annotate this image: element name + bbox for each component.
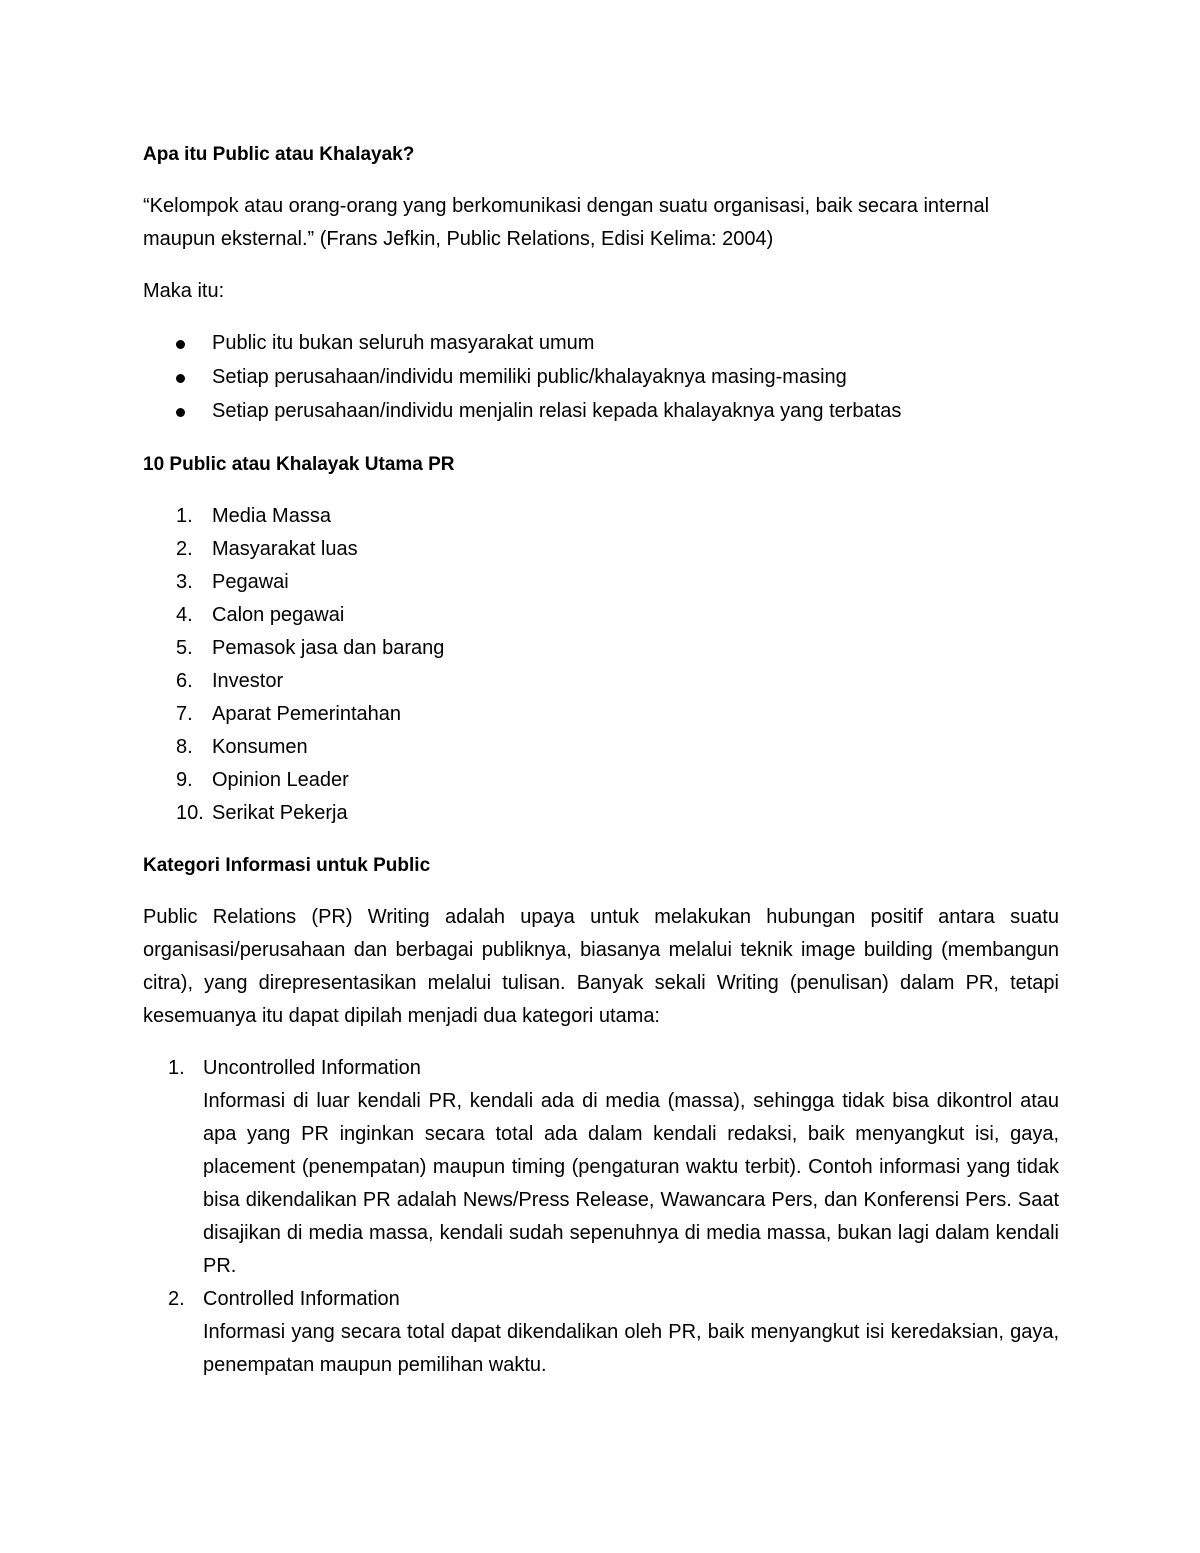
list-item bbox=[143, 533, 1059, 566]
list-item bbox=[143, 500, 1059, 533]
category-item bbox=[143, 1052, 1059, 1283]
bullet-item bbox=[143, 361, 1059, 395]
bullet-dot-icon bbox=[176, 408, 185, 417]
bullet-item bbox=[143, 327, 1059, 361]
list-label: Konsumen bbox=[212, 736, 308, 758]
category-item bbox=[143, 1283, 1059, 1382]
list-item bbox=[143, 698, 1059, 731]
list-number: 10. bbox=[176, 802, 204, 824]
heading-information-categories: Kategori Informasi untuk Public bbox=[143, 855, 431, 876]
list-label: Aparat Pemerintahan bbox=[212, 703, 402, 725]
bullet-text: Setiap perusahaan/individu memiliki public/khalayaknya masing-masing bbox=[212, 366, 847, 388]
list-number: 7. bbox=[176, 703, 193, 725]
list-number: 6. bbox=[176, 670, 193, 692]
list-number: 1. bbox=[176, 505, 193, 527]
bullet-text: Public itu bukan seluruh masyarakat umum bbox=[212, 332, 595, 354]
list-number: 9. bbox=[176, 769, 193, 791]
list-item bbox=[143, 632, 1059, 665]
bullet-text: Setiap perusahaan/individu menjalin relasi kepada khalayaknya yang terbatas bbox=[212, 400, 902, 422]
category-title: Uncontrolled Information bbox=[203, 1057, 421, 1079]
list-label: Serikat Pekerja bbox=[212, 802, 348, 824]
list-label: Media Massa bbox=[212, 505, 331, 527]
list-label: Calon pegawai bbox=[212, 604, 345, 626]
category-list bbox=[143, 1052, 1059, 1382]
list-number: 3. bbox=[176, 571, 193, 593]
list-item bbox=[143, 764, 1059, 797]
intro-text: Maka itu: bbox=[143, 280, 225, 302]
list-item bbox=[143, 797, 1059, 830]
list-label: Pegawai bbox=[212, 571, 289, 593]
pr-writing-paragraph: Public Relations (PR) Writing adalah upaya untuk melakukan hubungan positif antara suatu organisasi/perusahaan dan berbagai publiknya, biasanya melalui teknik image building (membangun citra), yang direpresentasikan melalui tulisan. Banyak sekali Writing (penulisan) dalam PR, tetapi kesemuanya itu dapat dipilah menjadi dua kategori utama: bbox=[143, 906, 1059, 1027]
bullet-list bbox=[143, 327, 1059, 429]
list-item bbox=[143, 665, 1059, 698]
bullet-item bbox=[143, 395, 1059, 429]
heading-main-publics: 10 Public atau Khalayak Utama PR bbox=[143, 454, 455, 475]
list-number: 4. bbox=[176, 604, 193, 626]
category-description: Informasi di luar kendali PR, kendali ada di media (massa), sehingga tidak bisa dikontrol atau apa yang PR inginkan secara total ada dalam kendali redaksi, baik menyangkut isi, gaya, placement (penempatan) maupun timing (pengaturan waktu terbit). Contoh informasi yang tidak bisa dikendalikan PR adalah News/Press Release, Wawancara Pers, dan Konferensi Pers. Saat disajikan di media massa, kendali sudah sepenuhnya di media massa, bukan lagi dalam kendali PR. bbox=[203, 1090, 1059, 1277]
list-label: Masyarakat luas bbox=[212, 538, 358, 560]
category-number: 1. bbox=[168, 1057, 185, 1079]
publics-list bbox=[143, 500, 1059, 830]
heading-public-definition: Apa itu Public atau Khalayak? bbox=[143, 144, 415, 165]
list-number: 2. bbox=[176, 538, 193, 560]
list-item bbox=[143, 731, 1059, 764]
list-item bbox=[143, 566, 1059, 599]
list-label: Pemasok jasa dan barang bbox=[212, 637, 445, 659]
list-number: 5. bbox=[176, 637, 193, 659]
bullet-dot-icon bbox=[176, 374, 185, 383]
definition-quote: “Kelompok atau orang-orang yang berkomunikasi dengan suatu organisasi, baik secara internal maupun eksternal.” (Frans Jefkin, Public Relations, Edisi Kelima: 2004) bbox=[143, 195, 990, 250]
bullet-dot-icon bbox=[176, 340, 185, 349]
list-label: Opinion Leader bbox=[212, 769, 349, 791]
category-description: Informasi yang secara total dapat dikendalikan oleh PR, baik menyangkut isi keredaksian, gaya, penempatan maupun pemilihan waktu. bbox=[203, 1321, 1059, 1376]
category-title: Controlled Information bbox=[203, 1288, 400, 1310]
category-number: 2. bbox=[168, 1288, 185, 1310]
list-label: Investor bbox=[212, 670, 284, 692]
list-item bbox=[143, 599, 1059, 632]
document-page bbox=[143, 138, 1059, 1382]
list-number: 8. bbox=[176, 736, 193, 758]
